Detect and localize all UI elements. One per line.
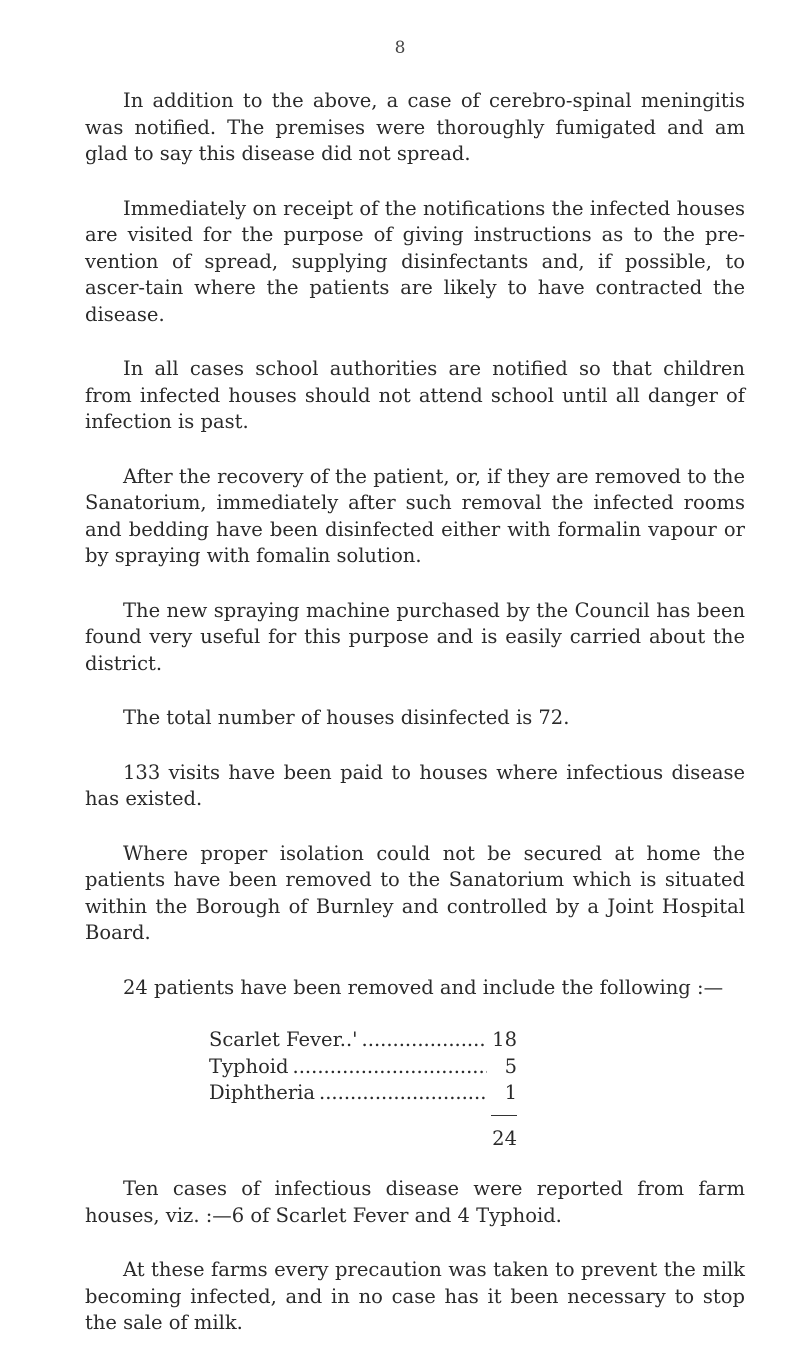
paragraph-farm-cases: Ten cases of infectious disease were reported from farm houses, viz. :—6 of Scarlet Fever and 4 Typhoid. bbox=[85, 1177, 745, 1227]
paragraph-spraying-machine: The new spraying machine purchased by the Council has been found very useful for this purpose and is easily carried about the district. bbox=[85, 598, 745, 675]
table-total: 24 bbox=[492, 1126, 517, 1150]
document-body bbox=[85, 88, 745, 1365]
dot-leader bbox=[362, 1027, 487, 1054]
paragraph-milk-precautions: At these farms every precaution was taken to prevent the milk becoming infected, and in no case has it been necessary to stop the sale of milk. bbox=[85, 1258, 745, 1334]
row-label: Typhoid bbox=[209, 1054, 289, 1078]
paragraph-notification-visits: Immediately on receipt of the notifications the infected houses are visited for the purpose of giving instructions as to the pre-vention of spread, supplying disinfectants and, if possible, to ascer-tain where the patients are likely to have contracted the disease. bbox=[85, 196, 745, 326]
row-label: Scarlet Fever..' bbox=[209, 1028, 358, 1051]
paragraph-houses-disinfected: The total number of houses disinfected is 72. bbox=[123, 706, 570, 729]
paragraph-meningitis: In addition to the above, a case of cerebro-spinal meningitis was notified. The premises were thoroughly fumigated and am glad to say this disease did not spread. bbox=[85, 89, 745, 165]
row-value: 5 bbox=[504, 1054, 517, 1078]
removals-table bbox=[85, 1027, 745, 1152]
page-number: 8 bbox=[394, 38, 406, 58]
table-row bbox=[209, 1027, 517, 1054]
row-label: Diphtheria bbox=[209, 1081, 316, 1104]
paragraph-visits: 133 visits have been paid to houses where infectious disease has existed. bbox=[85, 760, 745, 810]
row-value: 1 bbox=[504, 1081, 517, 1104]
paragraph-school-authorities: In all cases school authorities are notified so that children from infected houses should not attend school until all danger of infection is past. bbox=[85, 357, 745, 433]
total-rule bbox=[491, 1115, 517, 1116]
paragraph-isolation: Where proper isolation could not be secured at home the patients have been removed to the Sanatorium which is situated within the Borough of Burnley and controlled by a Joint Hospital Board. bbox=[85, 841, 745, 944]
paragraph-patients-removed: 24 patients have been removed and include the following :— bbox=[123, 975, 724, 999]
table-row bbox=[209, 1080, 517, 1107]
row-value: 18 bbox=[492, 1028, 517, 1051]
paragraph-disinfection: After the recovery of the patient, or, if they are removed to the Sanatorium, immediately after such removal the infected rooms and bedding have been disinfected either with formalin vapour or by spraying with fomalin solution. bbox=[85, 464, 745, 567]
dot-leader bbox=[293, 1054, 487, 1081]
table-row bbox=[209, 1054, 517, 1081]
dot-leader bbox=[319, 1080, 487, 1107]
